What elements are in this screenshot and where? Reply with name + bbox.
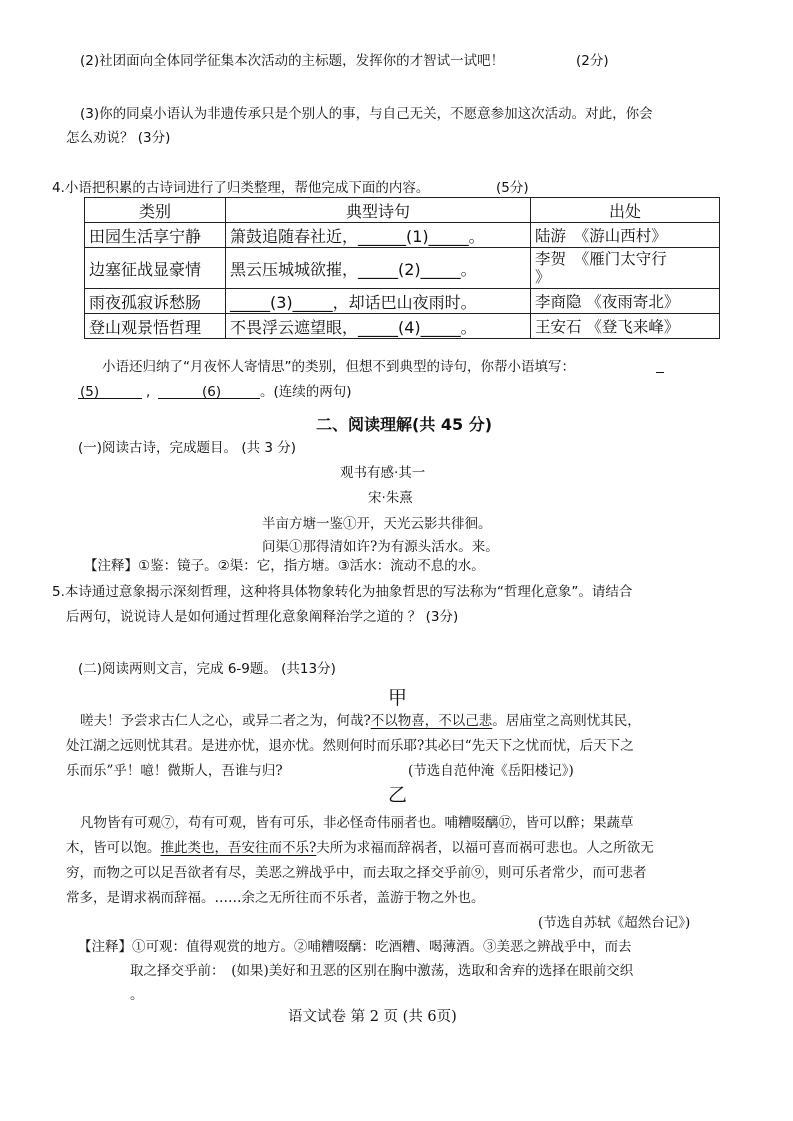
table-cell-category: 田园生活享宁静 <box>85 223 226 248</box>
passage-jia-label: 甲 <box>388 687 408 709</box>
table-header: 出处 <box>531 198 720 223</box>
underlined-sentence: 不以物喜，不以己悲 <box>370 713 493 729</box>
poem-note: 【注释】①鉴：镜子。②渠：它，指方塘。③活水：流动不息的水。 <box>84 558 485 574</box>
table-cell-source: 王安石 《登飞来峰》 <box>531 314 720 339</box>
poetry-table <box>84 197 720 339</box>
passage-jia-source: (节选自范仲淹《岳阳楼记》) <box>408 763 574 779</box>
blank-5-label: (5) <box>80 384 100 400</box>
question-3-3-line1: (3)你的同桌小语认为非遗传承只是个别人的事，与自己无关，不愿意参加这次活动。对此，你会 <box>80 106 653 122</box>
table-cell-line[interactable]: 箫鼓追随春社近，______(1)_____。 <box>226 223 531 248</box>
question-5-line1: 5.本诗通过意象揭示深刻哲理，这种将具体物象转化为抽象哲思的写法称为“哲理化意象”。请结合 <box>52 584 633 600</box>
table-row <box>85 248 720 289</box>
question-3-3-line2: 怎么劝说？ (3分) <box>66 130 171 146</box>
table-row <box>85 314 720 339</box>
question-5-line2: 后两句，说说诗人是如何通过哲理化意象阐释治学之道的 ？ (3分) <box>66 609 459 625</box>
blank-6-label: (6) <box>202 384 222 400</box>
table-cell-source: 陆游 《游山西村》 <box>531 223 720 248</box>
table-cell-line[interactable]: 黑云压城城欲摧，_____(2)_____。 <box>226 248 531 289</box>
comma: , <box>146 384 151 400</box>
passage-text: 嗟夫！予尝求古仁人之心，或异二者之为，何哉? <box>80 713 371 729</box>
table-cell-category: 雨夜孤寂诉愁肠 <box>85 289 226 314</box>
table-cell-source <box>531 248 720 289</box>
table-cell-line[interactable]: _____(3)_____，却话巴山夜雨时。 <box>226 289 531 314</box>
question-4-extra-tail: 。(连续的两句) <box>260 384 352 400</box>
blank-5-line[interactable] <box>78 398 142 399</box>
table-row <box>85 223 720 248</box>
blank-6-line[interactable] <box>158 398 260 399</box>
passage-yi-line3: 穷，而物之可以足吾欲者有尽，美恶之辨战乎中，而去取之择交乎前⑨，则可乐者常少，而可悲者 <box>66 865 647 881</box>
part-2-heading: (二)阅读两则文言，完成 6-9题。 (共13分) <box>78 661 336 677</box>
passage-text: 夫所为求福而辞祸者，以福可喜而祸可悲也。人之所欲无 <box>316 840 654 856</box>
poem-line-1: 半亩方塘一鉴①开，天光云影共徘徊。 <box>262 516 492 532</box>
passage-yi-source: (节选自苏轼《超然台记》) <box>538 915 691 931</box>
poem-line-2: 问渠①那得清如许?为有源头活水。来。 <box>262 539 499 555</box>
passage-yi-line4: 常多，是谓求祸而辞福。……余之无所往而不乐者，盖游于物之外也。 <box>66 890 485 906</box>
table-row <box>85 289 720 314</box>
passage-text: 。居庙堂之高则忧其民， <box>492 713 641 729</box>
passage-yi-note-3: 。 <box>130 987 144 1003</box>
question-3-2: (2)社团面向全体同学征集本次活动的主标题，发挥你的才智试一试吧！ <box>80 53 505 69</box>
passage-yi-note-1: 【注释】①可观：值得观赏的地方。②哺糟啜醨：吃酒糟、喝薄酒。③美恶之辨战乎中，而去 <box>78 939 632 955</box>
table-header: 类别 <box>85 198 226 223</box>
poem-author: 宋·朱熹 <box>368 490 413 506</box>
question-3-2-score: (2分) <box>576 53 609 69</box>
passage-yi-note-2: 取之择交乎前： (如果)美好和丑恶的区别在胸中激荡，选取和舍弃的选择在眼前交织 <box>130 963 634 979</box>
table-cell-category: 边塞征战显豪情 <box>85 248 226 289</box>
poem-title: 观书有感·其一 <box>340 465 426 481</box>
passage-yi-label: 乙 <box>388 784 408 806</box>
passage-jia-line1 <box>80 709 641 729</box>
page-footer: 语文试卷 第 2 页 (共 6页) <box>288 1009 457 1025</box>
passage-jia-line3: 乐而乐”乎！噫！微斯人，吾谁与归? <box>66 763 283 779</box>
question-4-extra: 小语还归纳了“月夜怀人寄情思”的类别，但想不到典型的诗句，你帮小语填写： <box>102 359 575 375</box>
table-cell-line[interactable]: 不畏浮云遮望眼，_____(4)_____。 <box>226 314 531 339</box>
table-header-row <box>85 198 720 223</box>
passage-yi-line2 <box>66 836 654 856</box>
passage-yi-line1: 凡物皆有可观⑦，苟有可观，皆有可乐，非必怪奇伟丽者也。哺糟啜醨⑰，皆可以醉；果蔬草 <box>80 815 634 831</box>
question-4-intro: 4.小语把积累的古诗词进行了归类整理，帮他完成下面的内容。 <box>52 180 430 196</box>
table-cell-source-line2: 》 <box>535 268 551 286</box>
section-2-title: 二、阅读理解(共 45 分) <box>316 415 493 434</box>
answer-blank[interactable] <box>656 372 664 373</box>
table-cell-source: 李商隐 《夜雨寄北》 <box>531 289 720 314</box>
table-cell-source-line1: 李贺 《雁门太守行 <box>535 250 667 268</box>
underlined-sentence: 推此类也，吾安往而不乐? <box>160 840 317 856</box>
passage-text: 木，皆可以饱。 <box>66 840 161 856</box>
table-cell-category: 登山观景悟哲理 <box>85 314 226 339</box>
passage-jia-line2: 处江湖之远则忧其君。是进亦忧，退亦忧。然则何时而乐耶?其必曰“先天下之忧而忧，后天下之 <box>66 738 634 754</box>
table-header: 典型诗句 <box>226 198 531 223</box>
question-4-score: (5分) <box>496 180 529 196</box>
part-1-heading: (一)阅读古诗，完成题目。 (共 3 分) <box>78 440 297 456</box>
